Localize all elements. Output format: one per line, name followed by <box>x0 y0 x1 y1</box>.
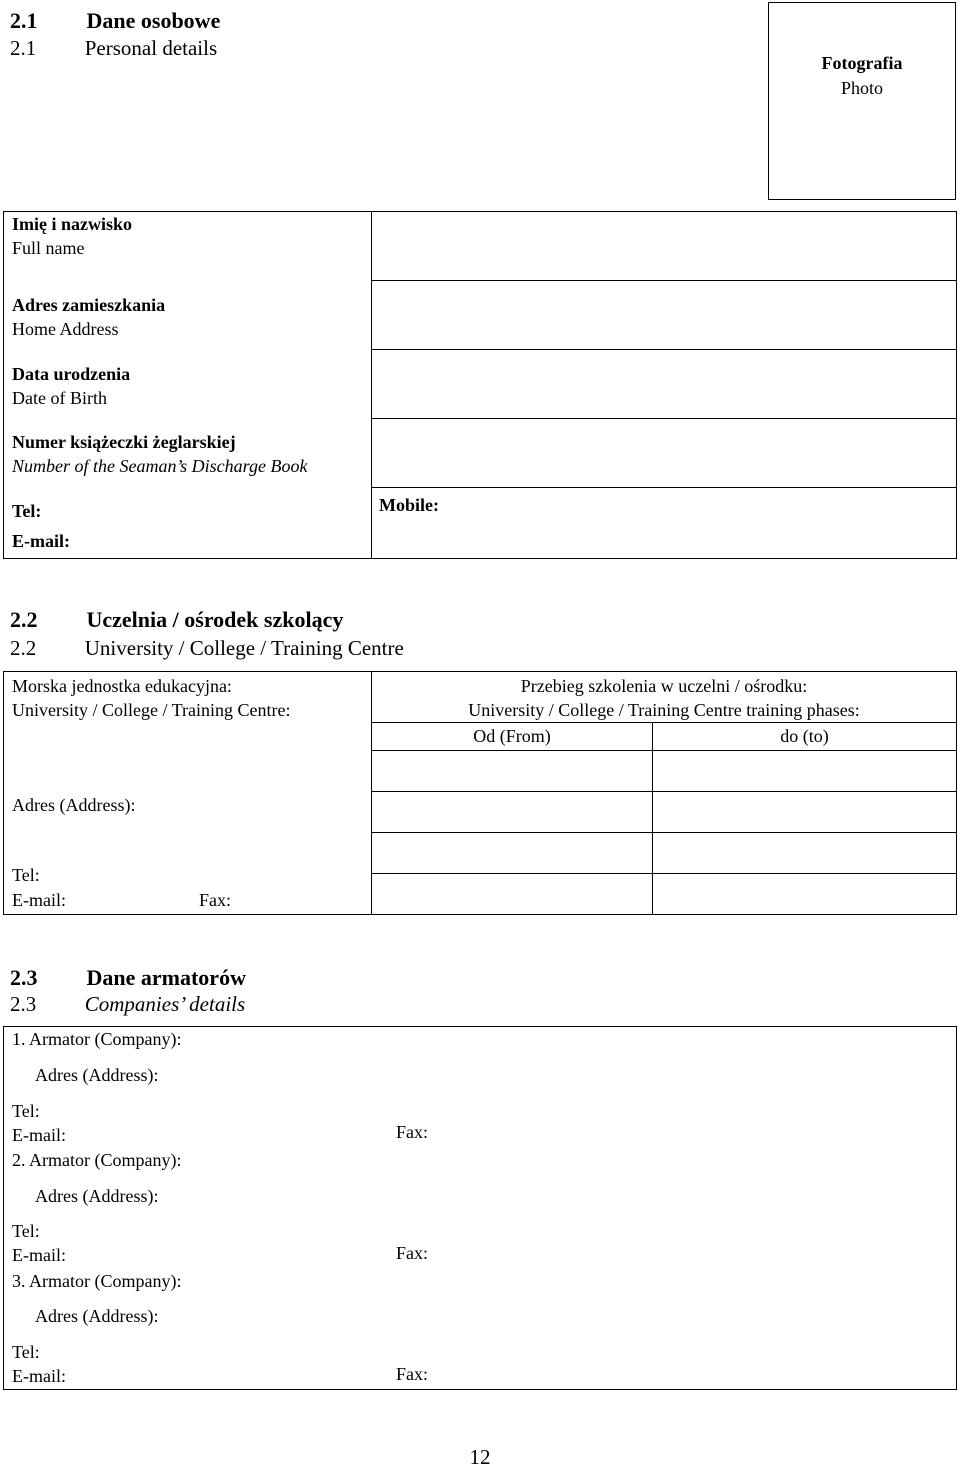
to-date-field-4[interactable] <box>653 874 956 914</box>
training-phases-label-pl: Przebieg szkolenia w uczelni / ośrodku: <box>520 676 808 696</box>
company-3-tel-label: Tel: <box>12 1342 40 1362</box>
from-date-field-4[interactable] <box>372 874 652 914</box>
company-3-fax-label: Fax: <box>396 1364 429 1384</box>
heading-text: Uczelnia / ośrodek szkolący <box>86 607 344 632</box>
company-2-email-label: E-mail: <box>12 1245 66 1265</box>
email-label: E-mail: <box>12 531 70 551</box>
heading-text: Dane armatorów <box>86 965 246 990</box>
photo-box[interactable] <box>768 2 956 200</box>
company-3-email-label: E-mail: <box>12 1366 66 1386</box>
section-2-3-heading-en <box>10 992 245 1017</box>
company-1-address-label: Adres (Address): <box>35 1065 159 1085</box>
from-column-header: Od (From) <box>473 726 551 746</box>
seaman-book-field[interactable] <box>372 419 956 486</box>
birth-date-label-en: Date of Birth <box>12 388 107 408</box>
full-name-label-pl: Imię i nazwisko <box>12 214 133 234</box>
to-column-header: do (to) <box>780 726 829 746</box>
section-2-2-heading-pl <box>10 607 343 633</box>
heading-number: 2.3 <box>10 992 37 1016</box>
section-2-1-heading-pl <box>10 8 220 34</box>
section-2-1-heading-en <box>10 36 217 61</box>
company-3-label: 3. Armator (Company): <box>12 1271 182 1291</box>
company-1-label: 1. Armator (Company): <box>12 1029 182 1049</box>
home-address-label-en: Home Address <box>12 319 119 339</box>
section-2-2-heading-en <box>10 636 404 661</box>
company-1-tel-label: Tel: <box>12 1101 40 1121</box>
company-1-email-label: E-mail: <box>12 1125 66 1145</box>
to-date-field-3[interactable] <box>653 833 956 873</box>
to-date-field-1[interactable] <box>653 751 956 791</box>
company-2-address-label: Adres (Address): <box>35 1186 159 1206</box>
heading-number: 2.2 <box>10 607 38 632</box>
seaman-book-label-pl: Numer książeczki żeglarskiej <box>12 432 236 452</box>
tel-label: Tel: <box>12 501 42 521</box>
to-date-field-2[interactable] <box>653 792 956 832</box>
page-number: 12 <box>469 1445 491 1469</box>
training-phases-label-en: University / College / Training Centre training phases: <box>468 700 860 720</box>
from-date-field-3[interactable] <box>372 833 652 873</box>
heading-text: Companies’ details <box>84 992 246 1016</box>
birth-date-label-pl: Data urodzenia <box>12 364 131 384</box>
seaman-book-label-en: Number of the Seaman’s Discharge Book <box>12 456 308 476</box>
from-date-field-2[interactable] <box>372 792 652 832</box>
university-tel-label: Tel: <box>12 865 40 885</box>
heading-text: Personal details <box>84 36 218 60</box>
heading-number: 2.1 <box>10 36 37 60</box>
company-2-fax-label: Fax: <box>396 1243 429 1263</box>
training-unit-label-en: University / College / Training Centre: <box>12 700 291 720</box>
heading-text: University / College / Training Centre <box>84 636 404 660</box>
university-email-label: E-mail: <box>12 890 66 910</box>
training-unit-label-pl: Morska jednostka edukacyjna: <box>12 676 232 696</box>
full-name-field[interactable] <box>372 212 956 279</box>
company-2-label: 2. Armator (Company): <box>12 1150 182 1170</box>
company-3-address-label: Adres (Address): <box>35 1306 159 1326</box>
university-address-label: Adres (Address): <box>12 795 136 815</box>
heading-text: Dane osobowe <box>86 8 221 33</box>
full-name-label-en: Full name <box>12 238 85 258</box>
heading-number: 2.2 <box>10 636 37 660</box>
heading-number: 2.1 <box>10 8 38 33</box>
university-fax-label: Fax: <box>199 890 232 910</box>
section-2-3-heading-pl <box>10 965 246 991</box>
photo-label-pl: Fotografia <box>821 53 903 73</box>
mobile-label: Mobile: <box>379 495 439 515</box>
home-address-label-pl: Adres zamieszkania <box>12 295 166 315</box>
photo-label-en: Photo <box>840 78 883 98</box>
birth-date-field[interactable] <box>372 350 956 417</box>
heading-number: 2.3 <box>10 965 38 990</box>
company-2-tel-label: Tel: <box>12 1221 40 1241</box>
home-address-field[interactable] <box>372 281 956 348</box>
company-1-fax-label: Fax: <box>396 1122 429 1142</box>
from-date-field-1[interactable] <box>372 751 652 791</box>
